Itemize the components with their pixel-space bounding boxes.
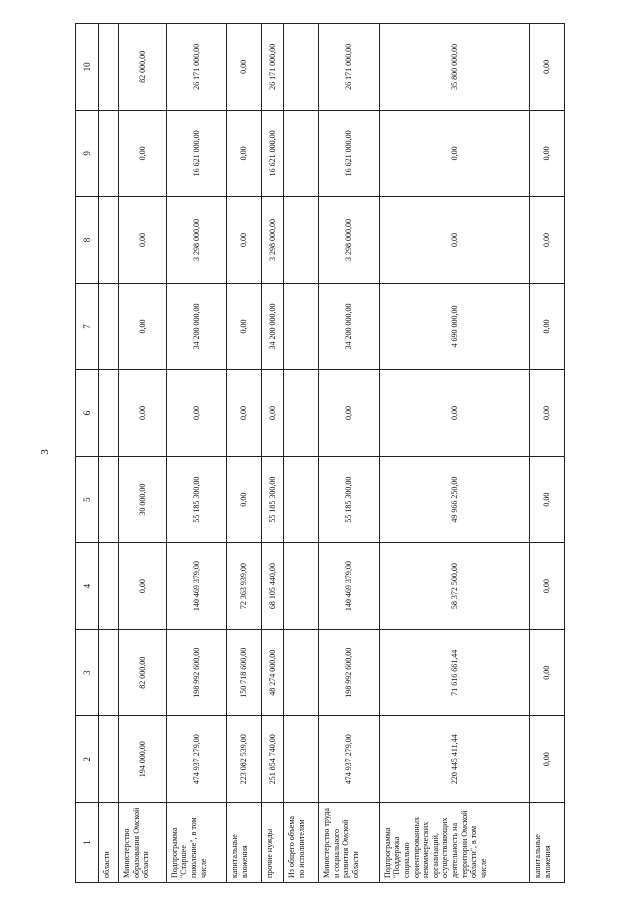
table-row	[262, 23, 284, 882]
table-cell	[284, 542, 319, 629]
table-cell	[99, 456, 119, 543]
table-cell: 0,00	[530, 23, 565, 110]
column-header: 8	[76, 196, 99, 283]
table-cell: 0,00	[119, 542, 167, 629]
column-header: 2	[76, 715, 99, 802]
header-row	[76, 23, 99, 882]
table-cell	[99, 283, 119, 370]
table-cell: 34 200 000,00	[166, 283, 227, 370]
table-cell: 49 966 250,00	[379, 456, 529, 543]
table-cell: 55 185 300,00	[319, 456, 380, 543]
table-cell	[99, 542, 119, 629]
table-cell: 26 171 000,00	[262, 23, 284, 110]
table-cell: 0,00	[379, 369, 529, 456]
table-cell: 474 937 279,00	[166, 715, 227, 802]
table-cell: 68 105 440,00	[262, 542, 284, 629]
table-cell	[284, 196, 319, 283]
table-cell: 0,00	[227, 110, 262, 197]
table-cell: 55 185 300,00	[166, 456, 227, 543]
table-row	[284, 23, 319, 882]
row-label: Подпрограмма "Поддержка социально ориентированных некоммерческих организаций, осуществляющих деятельность на территории Омской области", в том числе	[379, 802, 529, 882]
table-cell: 198 992 600,00	[166, 629, 227, 716]
table-cell	[99, 110, 119, 197]
table-row	[319, 23, 380, 882]
table-cell: 72 363 939,00	[227, 542, 262, 629]
row-label: капитальные вложения	[530, 802, 565, 882]
column-header: 1	[76, 802, 99, 882]
table-cell: 71 616 661,44	[379, 629, 529, 716]
table-cell: 474 937 279,00	[319, 715, 380, 802]
table-cell: 140 469 379,00	[166, 542, 227, 629]
table-cell: 3 298 000,00	[319, 196, 380, 283]
row-label: капитальные вложения	[227, 802, 262, 882]
table-cell: 198 992 600,00	[319, 629, 380, 716]
table-cell	[284, 23, 319, 110]
table-cell: 3 298 000,00	[262, 196, 284, 283]
column-header: 10	[76, 23, 99, 110]
table-row	[227, 23, 262, 882]
table-cell: 0,00	[379, 196, 529, 283]
table-cell: 34 200 000,00	[319, 283, 380, 370]
table-cell: 0,00	[530, 110, 565, 197]
table-cell: 82 000,00	[119, 629, 167, 716]
table-cell: 0,00	[379, 110, 529, 197]
table-cell: 16 621 000,00	[319, 110, 380, 197]
column-header: 7	[76, 283, 99, 370]
table-cell	[99, 196, 119, 283]
table-row	[119, 23, 167, 882]
table-cell: 0,00	[166, 369, 227, 456]
table-cell: 3 298 000,00	[166, 196, 227, 283]
table-cell: 220 445 411,44	[379, 715, 529, 802]
row-label: Министерство образования Омской области	[119, 802, 167, 882]
table-cell: 0,00	[530, 369, 565, 456]
row-label: Министерство труда и социального развития Омской области	[319, 802, 380, 882]
table-cell: 55 185 300,00	[262, 456, 284, 543]
table-cell: 140 469 379,00	[319, 542, 380, 629]
table-cell: 251 854 740,00	[262, 715, 284, 802]
table-cell: 0,00	[262, 369, 284, 456]
table-cell	[99, 23, 119, 110]
table-cell: 34 200 000,00	[262, 283, 284, 370]
row-label: Подпрограмма "Старшее поколение", в том числе	[166, 802, 227, 882]
table-cell: 150 718 600,00	[227, 629, 262, 716]
table-cell	[99, 369, 119, 456]
table-cell: 0,00	[119, 283, 167, 370]
table-cell	[284, 629, 319, 716]
table-row	[166, 23, 227, 882]
table-row	[530, 23, 565, 882]
column-header: 3	[76, 629, 99, 716]
page-number: 3	[38, 449, 51, 455]
table-cell: 82 000,00	[119, 23, 167, 110]
table-cell	[284, 110, 319, 197]
table-cell: 0,00	[227, 196, 262, 283]
table-cell: 16 621 000,00	[166, 110, 227, 197]
column-header: 4	[76, 542, 99, 629]
table-row	[379, 23, 529, 882]
table-row	[99, 23, 119, 882]
table-cell: 26 171 000,00	[166, 23, 227, 110]
table-cell: 0,00	[227, 456, 262, 543]
table-cell: 0,00	[530, 456, 565, 543]
table-cell: 0,00	[119, 369, 167, 456]
table-cell: 0,00	[530, 542, 565, 629]
table-cell	[99, 715, 119, 802]
table-cell: 0,00	[530, 629, 565, 716]
budget-table	[75, 23, 565, 883]
table-cell: 0,00	[530, 196, 565, 283]
table-cell: 223 082 539,00	[227, 715, 262, 802]
column-header: 9	[76, 110, 99, 197]
column-header: 6	[76, 369, 99, 456]
table-cell: 58 372 500,00	[379, 542, 529, 629]
table-cell: 0,00	[227, 369, 262, 456]
table-cell: 35 800 000,00	[379, 23, 529, 110]
table-cell	[284, 715, 319, 802]
row-label: области	[99, 802, 119, 882]
rotated-table-container	[75, 23, 565, 883]
table-cell	[284, 369, 319, 456]
row-label: прочие нужды	[262, 802, 284, 882]
table-cell: 0,00	[227, 23, 262, 110]
column-header: 5	[76, 456, 99, 543]
table-cell: 26 171 000,00	[319, 23, 380, 110]
table-cell: 0,00	[530, 283, 565, 370]
table-cell: 0,00	[119, 110, 167, 197]
table-cell: 48 274 000,00	[262, 629, 284, 716]
table-cell	[284, 456, 319, 543]
table-cell: 4 690 000,00	[379, 283, 529, 370]
table-cell: 0,00	[119, 196, 167, 283]
table-cell: 16 621 000,00	[262, 110, 284, 197]
table-cell	[284, 283, 319, 370]
table-cell: 0,00	[227, 283, 262, 370]
table-cell: 0,00	[319, 369, 380, 456]
table-cell: 0,00	[530, 715, 565, 802]
table-cell: 194 000,00	[119, 715, 167, 802]
table-cell: 30 000,00	[119, 456, 167, 543]
table-cell	[99, 629, 119, 716]
row-label: Из общего объема по исполнителям	[284, 802, 319, 882]
